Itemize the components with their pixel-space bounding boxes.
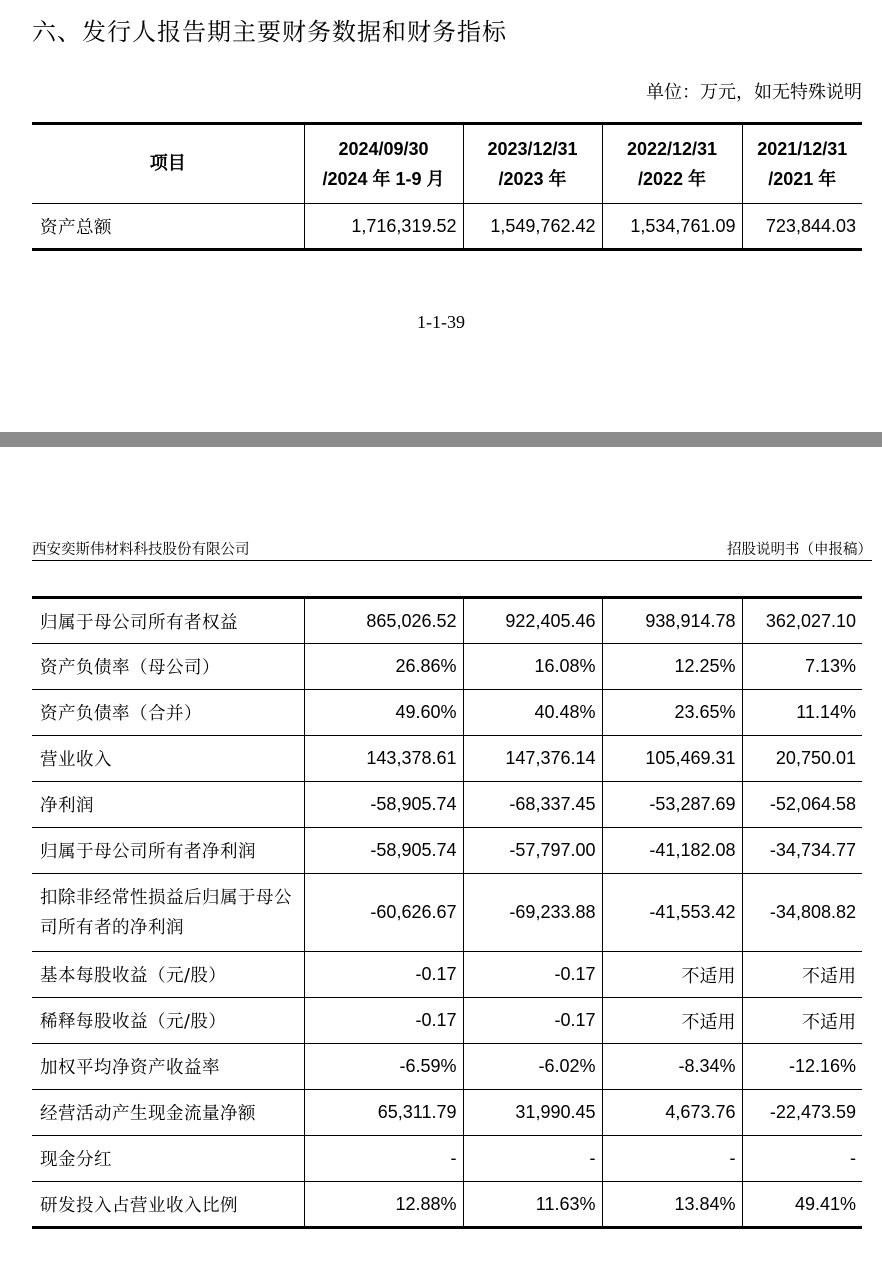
header-period-line2: /2024 年 1-9 月: [322, 169, 445, 189]
value-cell: 65,311.79: [304, 1090, 463, 1136]
value-cell: 938,914.78: [602, 598, 742, 644]
row-label: 营业收入: [32, 736, 304, 782]
value-cell: -6.02%: [463, 1044, 602, 1090]
value-cell: -52,064.58: [742, 782, 862, 828]
value-cell: -: [742, 1136, 862, 1182]
value-cell: 865,026.52: [304, 598, 463, 644]
value-cell: -6.59%: [304, 1044, 463, 1090]
value-cell: 922,405.46: [463, 598, 602, 644]
document-header: [32, 534, 872, 561]
header-period-line2: /2022 年: [637, 169, 707, 189]
header-period-line2: /2023 年: [498, 169, 567, 189]
row-label: 基本每股收益（元/股）: [32, 952, 304, 998]
table-row: [32, 998, 862, 1044]
value-cell: 11.63%: [463, 1182, 602, 1228]
table-row: [32, 598, 862, 644]
header-period-line1: 2022/12/31: [626, 139, 718, 159]
value-cell: 1,549,762.42: [463, 204, 602, 250]
header-period-2022: [602, 124, 742, 204]
table-row: [32, 1136, 862, 1182]
header-item: 项目: [32, 124, 304, 204]
company-name: 西安奕斯伟材料科技股份有限公司: [32, 542, 250, 558]
header-period-line1: 2023/12/31: [487, 139, 578, 159]
financial-table-page2: [32, 596, 862, 1229]
value-cell: -0.17: [463, 998, 602, 1044]
row-label: 归属于母公司所有者净利润: [32, 828, 304, 874]
unit-note: 单位：万元，如无特殊说明: [646, 82, 862, 103]
table-row: [32, 204, 862, 250]
row-label: 资产负债率（母公司）: [32, 644, 304, 690]
value-cell: -68,337.45: [463, 782, 602, 828]
value-cell: 723,844.03: [765, 215, 856, 236]
header-period-2021: [742, 124, 862, 204]
value-cell: -0.17: [463, 952, 602, 998]
page-separator: [0, 432, 882, 447]
value-cell: 143,378.61: [304, 736, 463, 782]
row-label: 净利润: [32, 782, 304, 828]
value-cell: 4,673.76: [602, 1090, 742, 1136]
table-header-row: [32, 124, 862, 204]
row-label: 归属于母公司所有者权益: [32, 598, 304, 644]
table-row: [32, 690, 862, 736]
financial-table-page1: [32, 122, 862, 251]
value-cell: -57,797.00: [463, 828, 602, 874]
value-cell: -8.34%: [602, 1044, 742, 1090]
page-number: 1-1-39: [417, 312, 465, 332]
value-cell: 13.84%: [602, 1182, 742, 1228]
value-cell: 7.13%: [742, 644, 862, 690]
value-cell: 1,534,761.09: [602, 204, 742, 250]
value-cell: 26.86%: [304, 644, 463, 690]
value-cell: 40.48%: [463, 690, 602, 736]
value-cell: 49.41%: [794, 1193, 856, 1214]
value-cell: -41,182.08: [602, 828, 742, 874]
row-label: 经营活动产生现金流量净额: [32, 1090, 304, 1136]
value-cell: -0.17: [304, 998, 463, 1044]
table-row: [32, 1090, 862, 1136]
row-label: 资产负债率（合并）: [32, 690, 304, 736]
value-cell: -60,626.67: [304, 874, 463, 952]
row-label: 加权平均净资产收益率: [32, 1044, 304, 1090]
value-cell: -: [602, 1136, 742, 1182]
section-title: 六、发行人报告期主要财务数据和财务指标: [32, 18, 507, 46]
row-label: 研发投入占营业收入比例: [32, 1182, 304, 1228]
header-period-line1: 2021/12/31: [757, 139, 848, 159]
row-label: 扣除非经常性损益后归属于母公司所有者的净利润: [32, 874, 304, 952]
value-cell: 11.14%: [742, 690, 862, 736]
header-period-line1: 2024/09/30: [338, 139, 429, 159]
table-row: [32, 644, 862, 690]
value-cell: -: [304, 1136, 463, 1182]
value-cell: -0.17: [304, 952, 463, 998]
value-cell: 362,027.10: [742, 598, 862, 644]
value-cell: -34,734.77: [742, 828, 862, 874]
value-cell: 不适用: [742, 952, 862, 998]
header-period-2024q3: [304, 124, 463, 204]
value-cell: 105,469.31: [602, 736, 742, 782]
value-cell: -58,905.74: [304, 828, 463, 874]
row-label: 现金分红: [32, 1136, 304, 1182]
value-cell: 23.65%: [602, 690, 742, 736]
table-row: [32, 782, 862, 828]
table-row: [32, 736, 862, 782]
value-cell: 不适用: [602, 952, 742, 998]
table-row: [32, 828, 862, 874]
value-cell: -: [463, 1136, 602, 1182]
value-cell: 147,376.14: [463, 736, 602, 782]
row-label: 资产总额: [32, 204, 304, 250]
value-cell: -12.16%: [742, 1044, 862, 1090]
value-cell: 16.08%: [463, 644, 602, 690]
value-cell: 1,716,319.52: [304, 204, 463, 250]
value-cell: -58,905.74: [304, 782, 463, 828]
value-cell: 12.88%: [304, 1182, 463, 1228]
value-cell: 不适用: [602, 998, 742, 1044]
table-row: [32, 874, 862, 952]
value-cell: 31,990.45: [463, 1090, 602, 1136]
header-period-2023: [463, 124, 602, 204]
value-cell: -53,287.69: [602, 782, 742, 828]
value-cell: -34,808.82: [742, 874, 862, 952]
row-label: 稀释每股收益（元/股）: [32, 998, 304, 1044]
document-type: 招股说明书（申报稿）: [727, 542, 872, 558]
value-cell: 12.25%: [602, 644, 742, 690]
value-cell: 不适用: [742, 998, 862, 1044]
table-row: [32, 1182, 862, 1228]
table-row: [32, 952, 862, 998]
value-cell: 20,750.01: [742, 736, 862, 782]
table-row: [32, 1044, 862, 1090]
value-cell: -69,233.88: [463, 874, 602, 952]
value-cell: 49.60%: [304, 690, 463, 736]
value-cell: -22,473.59: [742, 1090, 862, 1136]
value-cell: -41,553.42: [602, 874, 742, 952]
header-period-line2: /2021 年: [768, 169, 837, 189]
